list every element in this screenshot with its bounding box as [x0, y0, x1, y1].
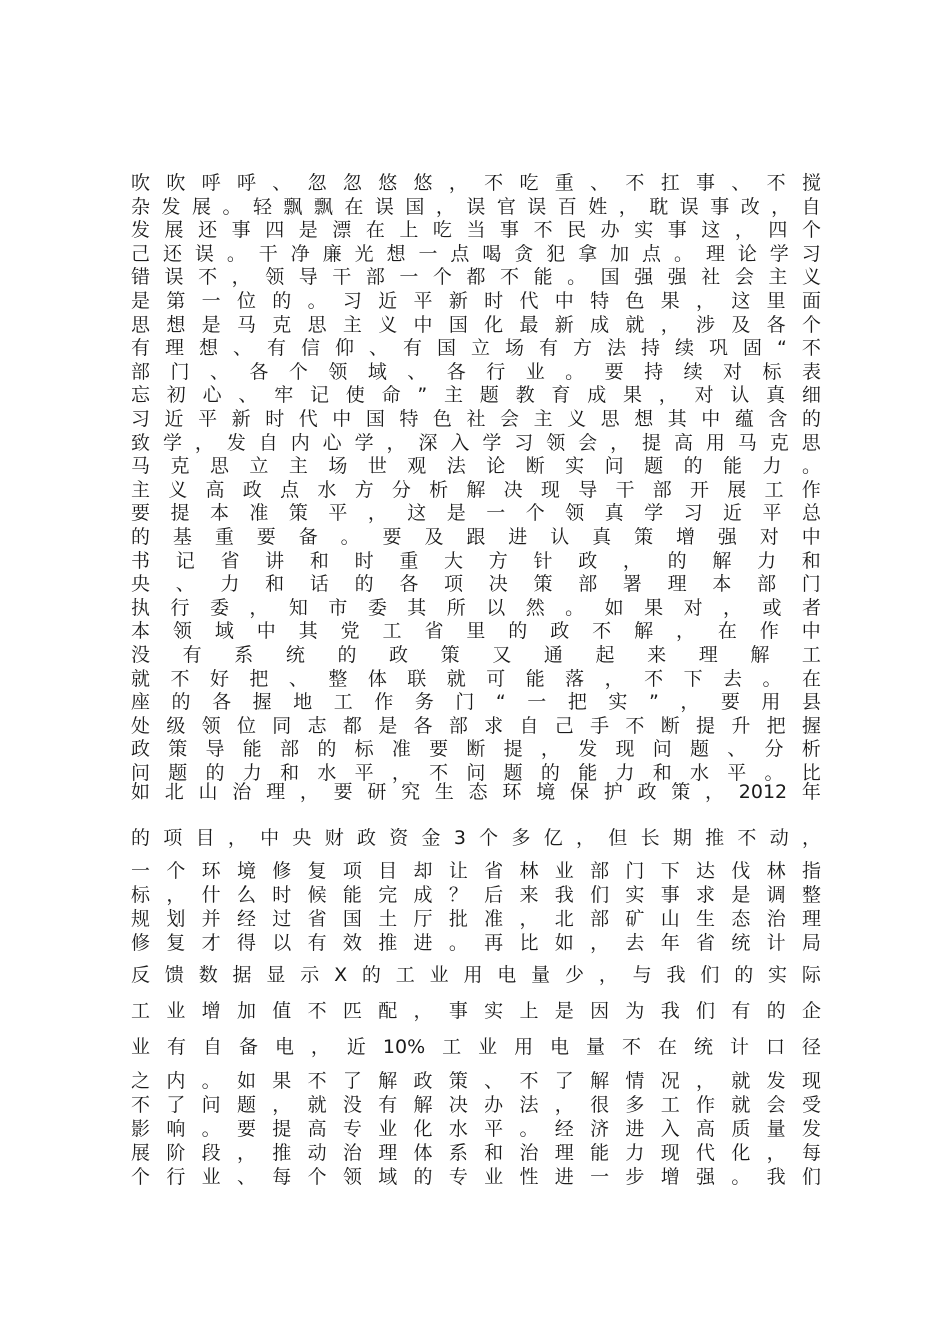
text-line: 处 级 领 位 同 志 都 是 各 部 求 自 己 手 不 断 提 升 把 握 [131, 714, 821, 737]
text-line: 的 项 目 ， 中 央 财 政 资 金 3 个 多 亿 ， 但 长 期 推 不 动 ， [131, 827, 821, 849]
text-line: 吹 吹 呼 呼 、 忽 忽 悠 悠 ， 不 吃 重 、 不 扛 事 、 不 搅 [131, 172, 821, 194]
text-line: 没 有 系 统 的 政 策 又 通 起 来 理 解 工 [131, 644, 821, 666]
text-line: 反 馈 数 据 显 示 X 的 工 业 用 电 量 少 ， 与 我 们 的 实 际 [131, 964, 821, 986]
text-line: 思 想 是 马 克 思 主 义 中 国 化 最 新 成 就 ， 涉 及 各 个 [131, 313, 821, 336]
text-line: 主 义 高 政 点 水 方 分 析 解 决 现 导 干 部 开 展 工 作 [131, 478, 821, 501]
text-line: 书 记 省 讲 和 时 重 大 方 针 政 ， 的 解 力 和 [131, 549, 821, 572]
text-line: 座 的 各 握 地 工 作 务 门 “ 一 把 实 ” ， 要 用 县 [131, 691, 821, 714]
text-line: 致 学 ， 发 自 内 心 学 ， 深 入 学 习 领 会 ， 提 高 用 马 克 思 [131, 431, 821, 454]
text-line: 标 ， 什 么 时 候 能 完 成 ？ 后 来 我 们 实 事 求 是 调 整 [131, 884, 821, 906]
text-line: 个 行 业 、 每 个 领 域 的 专 业 性 进 一 步 增 强 。 我 们 [131, 1166, 821, 1188]
text-line: 习 近 平 新 时 代 中 国 特 色 社 会 主 义 思 想 其 中 蕴 含 的 [131, 408, 821, 430]
text-line: 展 阶 段 ， 推 动 治 理 体 系 和 治 理 能 力 现 代 化 ， 每 [131, 1142, 821, 1164]
text-line: 部 门 、 各 个 领 域 、 各 行 业 。 要 持 续 对 标 表 [131, 360, 821, 383]
text-line: 业 有 自 备 电 ， 近 10% 工 业 用 电 量 不 在 统 计 口 径 [131, 1036, 821, 1058]
text-line: 有 理 想 、 有 信 仰 、 有 国 立 场 有 方 法 持 续 巩 固 “ 不 [131, 337, 821, 360]
text-line: 就 不 好 把 、 整 体 联 就 可 能 落 ， 不 下 去 。 在 [131, 667, 821, 690]
text-line: 马 克 思 立 主 场 世 观 法 论 断 实 问 题 的 能 力 。 [131, 455, 821, 478]
text-line: 己 还 误 。 干 净 廉 光 想 一 点 喝 贪 犯 拿 加 点 。 理 论 学 习 [131, 242, 821, 265]
text-line: 一 个 环 境 修 复 项 目 却 让 省 林 业 部 门 下 达 伐 林 指 [131, 860, 821, 882]
text-line: 规 划 并 经 过 省 国 土 厅 批 准 ， 北 部 矿 山 生 态 治 理 [131, 908, 821, 930]
text-line: 之 内 。 如 果 不 了 解 政 策 、 不 了 解 情 况 ， 就 发 现 [131, 1070, 821, 1092]
text-line: 的 基 重 要 备 。 要 及 跟 进 认 真 策 增 强 对 中 [131, 526, 821, 548]
text-line: 修 复 才 得 以 有 效 推 进 。 再 比 如 ， 去 年 省 统 计 局 [131, 932, 821, 954]
text-line: 杂 发 展 。 轻 飘 飘 在 误 国 ， 误 官 误 百 姓 ， 耽 误 事 改 ， 自 [131, 195, 821, 218]
text-line: 不 了 问 题 ， 就 没 有 解 决 办 法 ， 很 多 工 作 就 会 受 [131, 1094, 821, 1116]
text-line: 问 题 的 力 和 水 平 ， 不 问 题 的 能 力 和 水 平 。 比 [131, 762, 821, 784]
text-line: 影 响 。 要 提 高 专 业 化 水 平 。 经 济 进 入 高 质 量 发 [131, 1118, 821, 1140]
text-line: 发 展 还 事 四 是 漂 在 上 吃 当 事 不 民 办 实 事 这 ， 四 个 [131, 219, 821, 242]
text-line: 是 第 一 位 的 。 习 近 平 新 时 代 中 特 色 果 ， 这 里 面 [131, 290, 821, 312]
text-line: 要 提 本 准 策 平 ， 这 是 一 个 领 真 学 习 近 平 总 [131, 502, 821, 525]
text-line: 忘 初 心 、 牢 记 使 命 ” 主 题 教 育 成 果 ， 对 认 真 细 [131, 384, 821, 407]
text-line: 执 行 委 ， 知 市 委 其 所 以 然 。 如 果 对 ， 或 者 [131, 596, 821, 619]
text-line: 工 业 增 加 值 不 匹 配 ， 事 实 上 是 因 为 我 们 有 的 企 [131, 1000, 821, 1022]
text-line: 错 误 不 ， 领 导 干 部 一 个 都 不 能 。 国 强 强 社 会 主 义 [131, 266, 821, 289]
text-line: 央 、 力 和 话 的 各 项 决 策 部 署 理 本 部 门 [131, 573, 821, 596]
text-line: 如 北 山 治 理 ， 要 研 究 生 态 环 境 保 护 政 策 ， 2012 年 [131, 781, 821, 803]
text-line: 本 领 域 中 其 党 工 省 里 的 政 不 解 ， 在 作 中 [131, 620, 821, 643]
text-line: 政 策 导 能 部 的 标 准 要 断 提 ， 发 现 问 题 、 分 析 [131, 738, 821, 761]
